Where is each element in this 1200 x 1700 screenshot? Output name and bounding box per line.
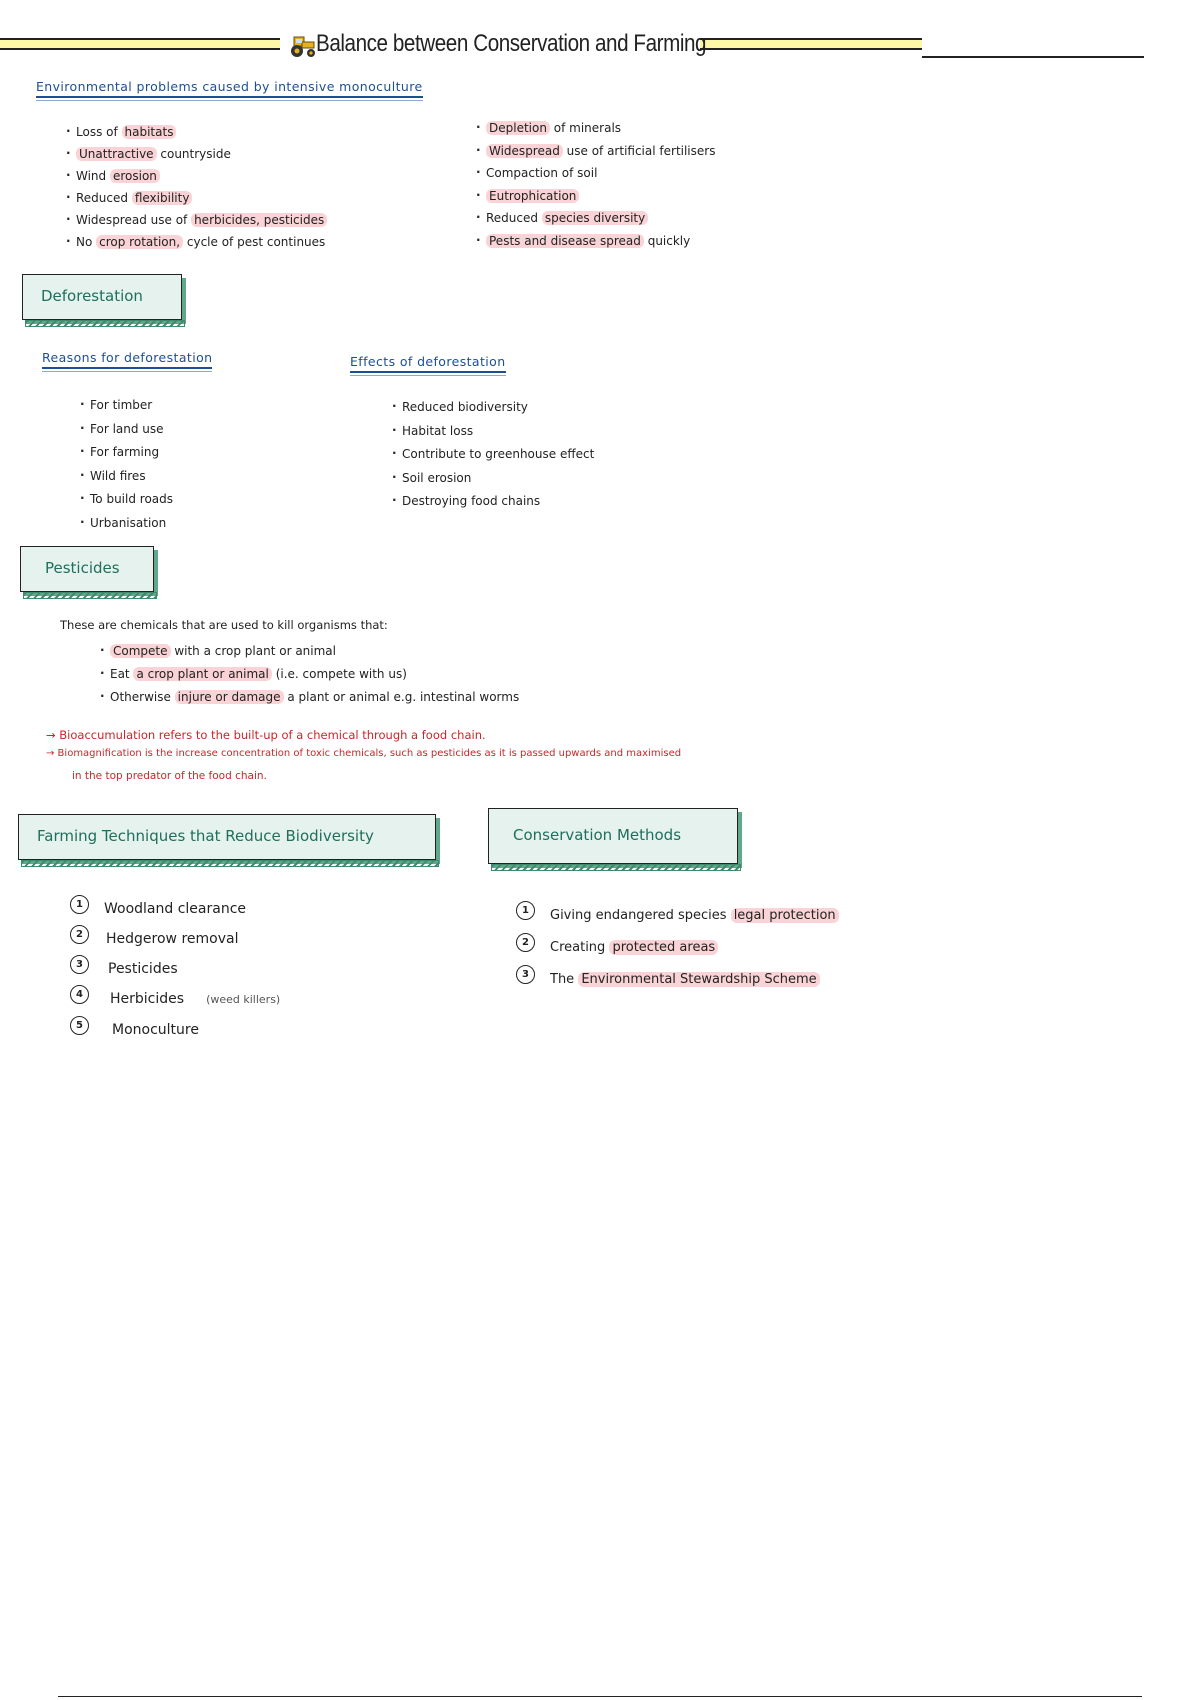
monoculture-problem-item [476,207,715,230]
bioaccumulation-note: → Bioaccumulation refers to the built-up of a chemical through a food chain. [46,728,486,742]
effects-list [392,396,594,514]
conservation-method-item [516,964,839,996]
highlighted-text: erosion [110,169,160,183]
highlighted-text: crop rotation, [96,235,183,249]
item-text: with a crop plant or animal [170,644,336,658]
monoculture-problem-item [476,162,715,185]
highlighted-text: Eutrophication [486,189,579,203]
monoculture-problem-item [66,121,327,143]
farming-techniques-box [18,814,436,860]
farming-techniques-box-label: Farming Techniques that Reduce Biodiversity [37,827,374,846]
item-text: quickly [643,233,691,248]
pesticides-box-label: Pesticides [45,559,120,578]
farming-technique-item [70,894,280,924]
highlighted-text: flexibility [132,191,193,205]
number-circle-icon: 5 [70,1016,89,1035]
item-text: Reduced [76,191,132,205]
highlighted-text: injure or damage [175,690,284,704]
page-title: Balance between Conservation and Farming [316,30,707,57]
highlighted-text: habitats [122,125,177,139]
item-text: Monoculture [112,1022,199,1038]
conservation-method-item [516,932,839,964]
farming-technique-item [70,1015,280,1045]
monoculture-problem-item [66,231,327,253]
highlighted-text: Depletion [486,121,550,135]
item-text: Pesticides [108,961,178,977]
number-circle-icon: 2 [516,933,535,952]
conservation-box-label: Conservation Methods [513,826,682,845]
deforestation-effect-item: · Contribute to greenhouse effect [392,443,594,467]
deforestation-reason-item: · To build roads [80,488,173,512]
item-text: Compaction of soil [486,166,598,180]
item-text: Wind [76,169,110,183]
monoculture-left-list [66,121,327,253]
item-text: No [76,235,97,249]
number-circle-icon: 1 [70,895,89,914]
item-note: (weed killers) [206,993,281,1006]
title-bar [0,28,1200,64]
deforestation-effect-item: · Habitat loss [392,420,594,444]
number-circle-icon: 4 [70,985,89,1004]
reasons-heading: Reasons for deforestation [42,350,212,369]
deforestation-effect-item: · Destroying food chains [392,490,594,514]
highlighted-text: protected areas [609,940,718,955]
number-circle-icon: 1 [516,901,535,920]
item-text: Hedgerow removal [106,931,239,947]
deforestation-reason-item: · For timber [80,394,173,418]
highlighted-text: Pests and disease spread [486,234,644,248]
effects-heading: Effects of deforestation [350,354,506,373]
tractor-icon [288,32,316,58]
item-text: Giving endangered species [550,908,731,923]
item-text: of minerals [549,121,622,135]
deforestation-box-label: Deforestation [41,287,143,306]
highlighted-text: a crop plant or animal [133,667,271,681]
farming-techniques-list [70,894,280,1045]
pesticide-target-item [100,686,519,709]
monoculture-problem-item [476,230,715,253]
item-text: countryside [156,147,231,161]
pesticides-box [20,546,154,592]
item-text: Reduced [486,211,542,225]
item-text: The [550,972,579,987]
deforestation-effect-item: · Reduced biodiversity [392,396,594,420]
deforestation-box [22,274,182,320]
pesticides-list [100,640,519,709]
deforestation-reason-item: · Wild fires [80,465,173,489]
item-text: Eat [110,667,134,681]
monoculture-problem-item [66,187,327,209]
conservation-box [488,808,738,864]
conservation-list [516,900,839,996]
number-circle-icon: 3 [70,955,89,974]
highlighted-text: Environmental Stewardship Scheme [578,972,819,987]
highlighted-text: herbicides, pesticides [191,213,327,227]
monoculture-problem-item [476,185,715,208]
deforestation-reason-item: · For land use [80,418,173,442]
deforestation-reason-item: · Urbanisation [80,512,173,536]
monoculture-problem-item [66,209,327,231]
item-text: Widespread use of [76,213,192,227]
item-text: use of artificial fertilisers [562,143,716,158]
item-text: cycle of pest continues [183,235,326,249]
highlighted-text: legal protection [731,908,839,923]
deforestation-effect-item: · Soil erosion [392,467,594,491]
monoculture-problem-item [66,143,327,165]
monoculture-problem-item [66,165,327,187]
title-highlight-left [0,38,280,50]
item-text: Otherwise [110,690,175,704]
farming-technique-item [70,954,280,984]
deforestation-reason-item: · For farming [80,441,173,465]
monoculture-right-list [476,117,715,252]
biomagnification-note: → Biomagnification is the increase concentration of toxic chemicals, such as pesticides as it is passed upwards and maximised [46,748,682,759]
monoculture-problem-item [476,117,715,140]
farming-technique-item [70,924,280,954]
highlighted-text: species diversity [542,211,648,225]
item-text: Woodland clearance [104,901,247,917]
pesticide-target-item [100,640,519,663]
conservation-method-item [516,900,839,932]
title-rule [922,56,1144,58]
highlighted-text: Widespread [486,144,563,158]
title-highlight-right [700,38,922,50]
highlighted-text: Compete [110,644,171,658]
farming-technique-item [70,984,280,1015]
pesticide-target-item [100,663,519,686]
item-text: (i.e. compete with us) [271,667,407,681]
item-text: Loss of [76,125,122,139]
item-text: Herbicides [110,991,185,1007]
monoculture-heading: Environmental problems caused by intensive monoculture [36,79,423,98]
item-text: a plant or animal e.g. intestinal worms [283,690,520,704]
page-bottom-rule [58,1696,1142,1697]
pesticides-intro: These are chemicals that are used to kill organisms that: [60,618,388,632]
highlighted-text: Unattractive [76,147,157,161]
item-text: Creating [550,940,610,955]
monoculture-problem-item [476,140,715,163]
number-circle-icon: 2 [70,925,89,944]
reasons-list [80,394,173,535]
biomagnification-note-cont: in the top predator of the food chain. [72,770,267,782]
number-circle-icon: 3 [516,965,535,984]
